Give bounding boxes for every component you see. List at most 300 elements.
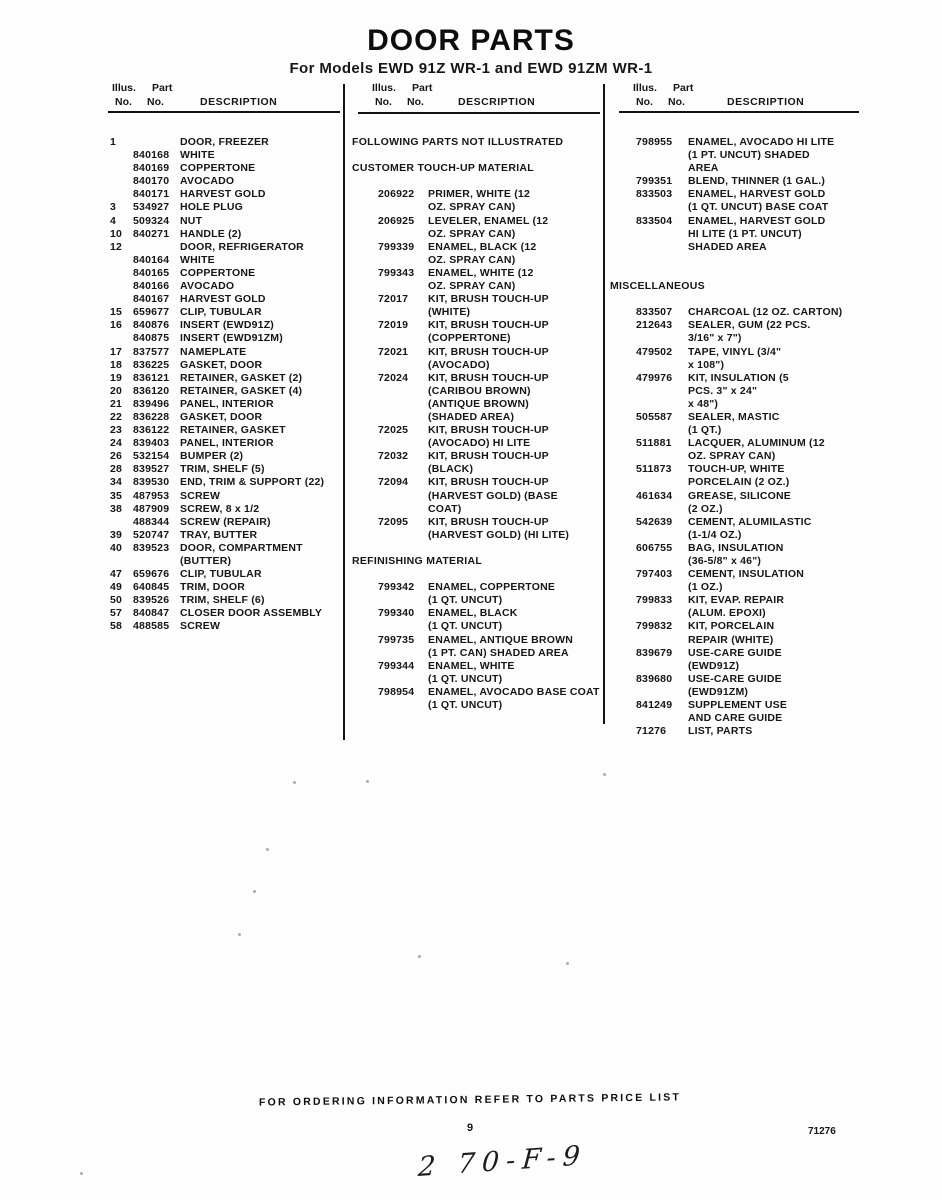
illus-no [352,450,378,463]
parts-row [352,476,600,489]
illus-no [352,188,378,201]
part-no [636,228,688,241]
no-header-label: No. [375,96,392,108]
part-no: 839523 [133,541,170,554]
part-description: BUMPER (2) [180,450,244,463]
parts-row [110,215,342,228]
part-description: BAG, INSULATION [688,541,784,554]
illus-header-label: Illus. [372,82,396,94]
parts-row [610,319,862,332]
part-no: 839679 [636,646,673,659]
part-no [378,306,428,319]
part-description: KIT, BRUSH TOUCH-UP [428,371,549,384]
illus-header-label: Illus. [633,82,657,94]
illus-no: 40 [110,541,123,554]
part-no: 840271 [133,227,170,240]
part-no: 798954 [378,685,415,698]
part-no: 534927 [133,201,170,214]
parts-row [610,188,862,201]
parts-row [352,594,600,607]
parts-row [110,450,342,463]
illus-no [610,450,636,463]
part-description: KIT, EVAP. REPAIR [688,594,785,607]
parts-row [110,293,342,306]
part-no: 837577 [133,345,170,358]
document-number: 71276 [808,1126,836,1137]
part-no [636,581,688,594]
illus-no: 16 [110,319,123,332]
part-no: 840876 [133,319,170,332]
part-description: INSERT (EWD91Z) [180,319,275,332]
part-no [636,201,688,214]
parts-row [610,463,862,476]
parts-row [610,162,862,175]
part-description: COAT) [428,502,462,515]
parts-row [610,542,862,555]
part-no: 833507 [636,306,673,319]
parts-row [610,175,862,188]
part-no: 511881 [636,437,672,450]
illus-no [610,568,636,581]
illus-no [610,490,636,503]
part-no: 487909 [133,502,170,515]
illus-no [352,332,378,345]
part-no: 840875 [133,332,170,345]
part-no [378,699,428,712]
part-no [636,398,688,411]
part-description: (AVOCADO) HI LITE [428,437,531,450]
part-no: 840847 [133,607,170,620]
illus-no [610,529,636,542]
illus-no: 18 [110,358,123,371]
part-description: TOUCH-UP, WHITE [688,463,785,476]
part-no [378,398,428,411]
illus-no [610,319,636,332]
parts-row [610,241,862,254]
parts-row [610,529,862,542]
no-header-label: No. [668,96,685,108]
part-no: 206922 [378,188,415,201]
part-description: SHADED AREA [688,240,767,253]
part-description: CEMENT, ALUMILASTIC [688,515,812,528]
parts-row [110,267,342,280]
parts-row [110,136,342,149]
part-no [636,241,688,254]
parts-row [610,555,862,568]
part-description: COPPERTONE [180,266,256,279]
part-description: ENAMEL, BLACK (12 [428,240,537,253]
part-no: 799832 [636,620,673,633]
part-description: ENAMEL, HARVEST GOLD [688,214,826,227]
parts-row [110,607,342,620]
illus-no: 19 [110,371,123,384]
no-header-label: No. [147,96,164,108]
illus-no: 4 [110,214,117,227]
part-description: (2 OZ.) [688,502,723,515]
part-description: CEMENT, INSULATION [688,568,804,581]
illus-no: 17 [110,345,123,358]
illus-no [610,712,636,725]
part-description: (BLACK) [428,463,474,476]
parts-row [352,686,600,699]
illus-no [610,372,636,385]
part-description: BLEND, THINNER (1 GAL.) [688,175,826,188]
parts-row [352,398,600,411]
illus-no [110,516,133,529]
part-no [378,673,428,686]
part-no [378,201,428,214]
part-no [378,385,428,398]
parts-row [352,490,600,503]
scan-speck [566,962,569,965]
part-no: 839496 [133,397,170,410]
spacer [352,149,600,162]
part-no [378,529,428,542]
illus-no: 38 [110,502,123,515]
part-description: (AVOCADO) [428,358,490,371]
parts-row [610,424,862,437]
parts-row [610,359,862,372]
illus-no [610,699,636,712]
part-description: ENAMEL, WHITE (12 [428,266,534,279]
part-no: 542639 [636,515,673,528]
illus-no [352,476,378,489]
parts-row [610,201,862,214]
parts-row [352,254,600,267]
parts-row [352,450,600,463]
spacer [610,254,862,267]
illus-no [352,319,378,332]
parts-row [110,542,342,555]
page-number: 9 [466,1122,474,1134]
illus-no [110,254,133,267]
part-header-label: Part [673,82,694,94]
illus-no [352,529,378,542]
part-no [636,634,688,647]
part-no: 799344 [378,659,415,672]
part-no: 840169 [133,162,170,175]
illus-no [352,620,378,633]
part-no: 839530 [133,476,170,489]
part-no [636,660,688,673]
parts-row [610,437,862,450]
part-no: 520747 [133,528,170,541]
part-no: 797403 [636,568,673,581]
part-no [378,463,428,476]
illus-no [610,476,636,489]
part-no [636,607,688,620]
part-no: 509324 [133,214,170,227]
illus-no [110,293,133,306]
part-description: SCREW [180,489,221,502]
illus-no [352,280,378,293]
part-no: 212643 [636,319,673,332]
page-subtitle: For Models EWD 91Z WR-1 and EWD 91ZM WR-1 [289,60,653,77]
part-description: REPAIR (WHITE) [688,633,774,646]
illus-no [110,280,133,293]
parts-row [110,411,342,424]
parts-row [610,136,862,149]
illus-no [610,594,636,607]
parts-row [610,568,862,581]
part-no: 487953 [133,489,170,502]
part-description: RETAINER, GASKET [180,424,286,437]
part-description: TRIM, SHELF (6) [180,594,265,607]
illus-no [610,607,636,620]
part-no: 461634 [636,489,673,502]
part-description: LACQUER, ALUMINUM (12 [688,437,825,450]
illus-no [610,542,636,555]
part-no: 840171 [133,188,170,201]
parts-row [610,620,862,633]
part-no: 640845 [133,581,170,594]
part-no [378,411,428,424]
illus-no [610,332,636,345]
part-description: GASKET, DOOR [180,410,263,423]
illus-no [352,359,378,372]
part-description: HOLE PLUG [180,201,244,214]
parts-row [110,149,342,162]
part-no [636,450,688,463]
parts-row [352,385,600,398]
illus-no [610,555,636,568]
parts-row [110,437,342,450]
part-no: 72032 [378,450,409,463]
part-no: 799339 [378,240,415,253]
part-no: 839527 [133,463,170,476]
illus-no: 58 [110,620,123,633]
parts-column-right [610,136,862,738]
illus-no [610,437,636,450]
parts-row [352,647,600,660]
parts-row [110,463,342,476]
part-no: 839403 [133,437,170,450]
part-description: (EWD91ZM) [688,685,749,698]
parts-row [610,686,862,699]
part-no: 72024 [378,371,409,384]
illus-no [110,188,133,201]
illus-no [352,254,378,267]
part-description: (1 QT. UNCUT) [428,699,503,712]
illus-no [610,424,636,437]
illus-no [352,660,378,673]
part-no: 479976 [636,371,673,384]
part-no: 505587 [636,410,673,423]
part-no: 799340 [378,607,415,620]
part-description: KIT, BRUSH TOUCH-UP [428,424,549,437]
illus-no [110,332,133,345]
illus-no [352,241,378,254]
illus-no [610,162,636,175]
parts-row [352,607,600,620]
part-description: ENAMEL, BLACK [428,607,518,620]
part-description: NAMEPLATE [180,345,247,358]
part-description: (WHITE) [428,306,471,319]
part-description: SEALER, MASTIC [688,410,780,423]
part-description: DOOR, FREEZER [180,136,269,148]
part-no [378,647,428,660]
part-description: KIT, BRUSH TOUCH-UP [428,476,549,489]
part-no: 798955 [636,136,673,148]
illus-no [610,346,636,359]
parts-row [110,346,342,359]
scan-speck [238,933,241,936]
part-description: (36-5/8" x 46") [688,555,762,567]
part-description: COPPERTONE [180,162,256,175]
parts-row [352,306,600,319]
part-description: KIT, PORCELAIN [688,620,775,633]
illus-no [610,463,636,476]
part-description: PCS. 3" x 24" [688,384,758,397]
no-header-label: No. [636,96,653,108]
part-description: KIT, BRUSH TOUCH-UP [428,515,549,528]
part-description: (1 QT. UNCUT) [428,594,503,607]
part-no: 72017 [378,293,409,306]
spacer [610,267,862,280]
part-no: 606755 [636,541,673,554]
part-description: TRIM, DOOR [180,581,245,594]
parts-row [352,634,600,647]
parts-row [110,201,342,214]
part-description: (1 QT. UNCUT) [428,672,503,685]
section-heading [610,280,862,293]
part-description: TRAY, BUTTER [180,528,258,541]
spacer [352,175,600,188]
illus-no [352,424,378,437]
part-description: KIT, BRUSH TOUCH-UP [428,293,549,306]
parts-row [110,516,342,529]
part-no: 659676 [133,568,170,581]
part-description: CLOSER DOOR ASSEMBLY [180,607,323,620]
header-rule [619,111,859,113]
part-description: x 48") [688,397,719,410]
part-description: (1 OZ.) [688,581,723,594]
part-description: (EWD91Z) [688,659,740,672]
illus-no [610,516,636,529]
parts-row [610,372,862,385]
parts-column-left [110,136,342,634]
section-heading [352,136,600,149]
parts-row [610,490,862,503]
illus-no [610,188,636,201]
parts-row [110,398,342,411]
illus-no [110,149,133,162]
part-no: 72095 [378,515,409,528]
parts-row [110,385,342,398]
part-description: SCREW, 8 x 1/2 [180,502,260,515]
illus-no [610,359,636,372]
page-title: DOOR PARTS [367,24,575,57]
part-description: OZ. SPRAY CAN) [428,253,516,266]
parts-row [610,673,862,686]
part-description: SUPPLEMENT USE [688,699,788,712]
part-description: (1 PT. UNCUT) SHADED [688,149,810,162]
part-no: 840164 [133,253,170,266]
part-description: RETAINER, GASKET (2) [180,371,303,384]
parts-row [352,201,600,214]
illus-no [610,725,636,738]
illus-no [352,673,378,686]
illus-no: 50 [110,594,123,607]
parts-row [610,476,862,489]
part-description: OZ. SPRAY CAN) [428,227,516,240]
column-divider [603,84,605,724]
illus-no [610,385,636,398]
illus-no [352,516,378,529]
parts-row [110,372,342,385]
illus-no [610,634,636,647]
parts-row [352,581,600,594]
parts-row [110,490,342,503]
illus-no [610,241,636,254]
part-no [378,594,428,607]
section-heading [352,555,600,568]
parts-row [110,476,342,489]
part-description: KIT, BRUSH TOUCH-UP [428,450,549,463]
part-description: ENAMEL, HARVEST GOLD [688,188,826,201]
parts-row [610,215,862,228]
part-description: ENAMEL, COPPERTONE [428,581,556,594]
parts-row [110,332,342,345]
header-rule [358,112,600,114]
parts-row [110,581,342,594]
part-no: 836228 [133,410,170,423]
parts-row [610,607,862,620]
parts-row [110,620,342,633]
part-no: 799343 [378,266,415,279]
parts-row [610,228,862,241]
parts-row [610,712,862,725]
parts-row [110,175,342,188]
illus-no: 57 [110,607,123,620]
part-description: PRIMER, WHITE (12 [428,188,530,201]
part-description: AVOCADO [180,280,235,293]
part-description: AREA [688,162,719,175]
parts-row [110,594,342,607]
illus-no: 12 [110,240,123,253]
illus-no [610,660,636,673]
part-description: (1 QT. UNCUT) [428,620,503,633]
illus-no [610,411,636,424]
part-description: DOOR, COMPARTMENT [180,541,303,554]
part-no [133,136,180,149]
part-no: 72094 [378,476,409,489]
spacer [352,542,600,555]
illus-no [610,215,636,228]
part-description: WHITE [180,149,215,162]
illus-no: 47 [110,568,123,581]
part-description: (ALUM. EPOXI) [688,607,766,620]
parts-row [110,319,342,332]
part-no: 799351 [636,175,673,188]
part-no: 839680 [636,672,673,685]
illus-no [352,215,378,228]
description-header-label: DESCRIPTION [200,96,278,108]
part-no [378,620,428,633]
parts-row [610,699,862,712]
illus-no [110,175,133,188]
section-heading-label: REFINISHING MATERIAL [352,555,483,567]
parts-row [110,503,342,516]
illus-no [352,411,378,424]
illus-no: 21 [110,397,123,410]
illus-no: 28 [110,463,123,476]
part-no: 836120 [133,384,170,397]
description-header-label: DESCRIPTION [458,96,536,108]
part-no: 836225 [133,358,170,371]
illus-no [352,607,378,620]
illus-no: 23 [110,424,123,437]
